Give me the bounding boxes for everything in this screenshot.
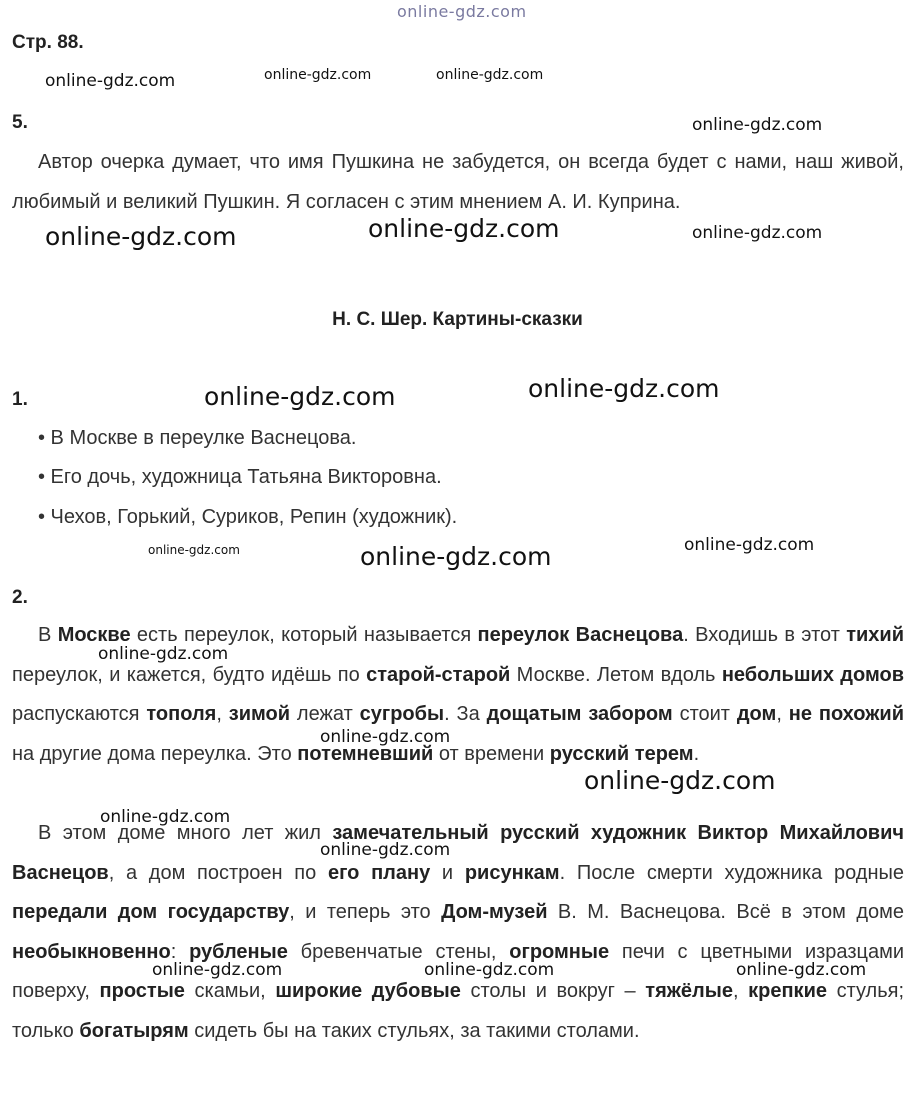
bold-text-run: дощатым забором	[486, 703, 673, 725]
watermark: online-gdz.com	[320, 840, 451, 860]
bold-text-run: передали дом государству	[12, 901, 290, 923]
section-title: Н. С. Шер. Картины-сказки	[332, 309, 583, 330]
bold-text-run: зимой	[228, 703, 291, 725]
watermark: online-gdz.com	[98, 644, 229, 664]
watermark: online-gdz.com	[436, 67, 544, 83]
bold-text-run: богатырям	[79, 1019, 189, 1042]
text-run: Москве. Летом вдоль	[510, 663, 722, 686]
bold-text-run: русский терем	[549, 742, 694, 765]
watermark-top: online-gdz.com	[397, 2, 527, 21]
text-run: на другие дома переулка. Это	[12, 742, 298, 765]
bold-text-run: замечательный русский художник Виктор Михайлович Васнецов	[12, 822, 904, 884]
answer-paragraph-2-2	[12, 814, 904, 1051]
text-run: ,	[216, 703, 229, 725]
text-run: . За	[444, 703, 487, 725]
watermark: online-gdz.com	[692, 115, 823, 135]
text-run: . Входишь в этот	[683, 624, 847, 646]
answer-paragraph-5: Автор очерка думает, что имя Пушкина не забудется, он всегда будет с нами, наш живой, любимый и великий Пушкин. Я согласен с этим мнением А. И. Куприна.	[12, 151, 904, 213]
text-run: . После смерти художника родные	[559, 861, 904, 884]
bold-text-run: его плану	[327, 861, 431, 884]
watermark: online-gdz.com	[320, 727, 451, 747]
text-run: В этом доме много лет жил	[38, 822, 333, 844]
text-run: стоит	[672, 703, 737, 725]
bold-text-run: Москве	[57, 624, 131, 646]
text-run: , а дом построен по	[108, 861, 328, 884]
watermark: online-gdz.com	[424, 960, 555, 980]
watermark: online-gdz.com	[528, 374, 720, 403]
bold-text-run: широкие дубовые	[275, 980, 461, 1002]
bold-text-run: тяжёлые	[645, 980, 733, 1002]
text-run: лежат	[290, 703, 360, 725]
watermark: online-gdz.com	[684, 535, 815, 555]
bold-text-run: тихий	[846, 624, 905, 646]
watermark: online-gdz.com	[204, 382, 396, 411]
watermark: online-gdz.com	[100, 807, 231, 827]
text-run: .	[693, 742, 700, 765]
text-run: :	[170, 940, 190, 963]
text-run: распускаются	[12, 703, 147, 725]
text-run: и	[430, 861, 465, 884]
watermark: online-gdz.com	[584, 766, 776, 795]
bold-text-run: тополя	[146, 703, 217, 725]
bold-text-run: необыкновенно	[12, 940, 171, 963]
watermark: online-gdz.com	[45, 222, 237, 251]
question-number-2: 2.	[12, 587, 28, 608]
text-run: столы и вокруг –	[460, 980, 646, 1002]
question-number-5: 5.	[12, 112, 28, 133]
text-run: В	[38, 624, 58, 646]
text-run: есть переулок, который называется	[130, 624, 478, 646]
bold-text-run: рубленые	[189, 940, 288, 963]
text-run: бревенчатые стены,	[287, 940, 510, 963]
text-run: от времени	[433, 742, 550, 765]
watermark: online-gdz.com	[736, 960, 867, 980]
watermark: online-gdz.com	[368, 214, 560, 243]
text-run: скамьи,	[184, 980, 276, 1002]
bold-text-run: огромные	[509, 940, 610, 963]
bold-text-run: старой-старой	[366, 663, 511, 686]
question-number-1: 1.	[12, 389, 28, 410]
bold-text-run: рисункам	[464, 861, 560, 884]
answer-bullet: • Чехов, Горький, Суриков, Репин (художник).	[38, 506, 458, 528]
text-run: В. М. Васнецова. Всё в этом доме	[547, 901, 904, 923]
watermark: online-gdz.com	[45, 71, 176, 91]
watermark: online-gdz.com	[152, 960, 283, 980]
bold-text-run: дом	[736, 703, 777, 725]
text-run: переулок, и кажется, будто идёшь по	[12, 663, 367, 686]
answer-bullet: • В Москве в переулке Васнецова.	[38, 427, 357, 449]
bold-text-run: простые	[99, 980, 185, 1002]
text-run: ,	[776, 703, 789, 725]
watermark: online-gdz.com	[148, 543, 240, 557]
answer-bullet: • Его дочь, художница Татьяна Викторовна.	[38, 466, 442, 488]
bold-text-run: переулок Васнецова	[477, 624, 684, 646]
bold-text-run: не похожий	[788, 703, 905, 725]
bold-text-run: Дом-музей	[441, 901, 548, 923]
bold-text-run: крепкие	[748, 980, 827, 1002]
watermark: online-gdz.com	[264, 67, 372, 83]
bold-text-run: потемневший	[297, 742, 434, 765]
watermark: online-gdz.com	[692, 223, 823, 243]
watermark: online-gdz.com	[360, 542, 552, 571]
text-run: печи с цветными изразцами поверху,	[12, 940, 904, 1002]
bold-text-run: сугробы	[359, 703, 445, 725]
answer-paragraph-2-1	[12, 616, 904, 774]
text-run: стулья; только	[12, 980, 904, 1042]
page-label: Стр. 88.	[12, 32, 84, 53]
text-run: сидеть бы на таких стульях, за такими столами.	[188, 1019, 640, 1042]
bold-text-run: небольших домов	[721, 663, 904, 686]
text-run: , и теперь это	[289, 901, 442, 923]
text-run: ,	[732, 980, 749, 1002]
